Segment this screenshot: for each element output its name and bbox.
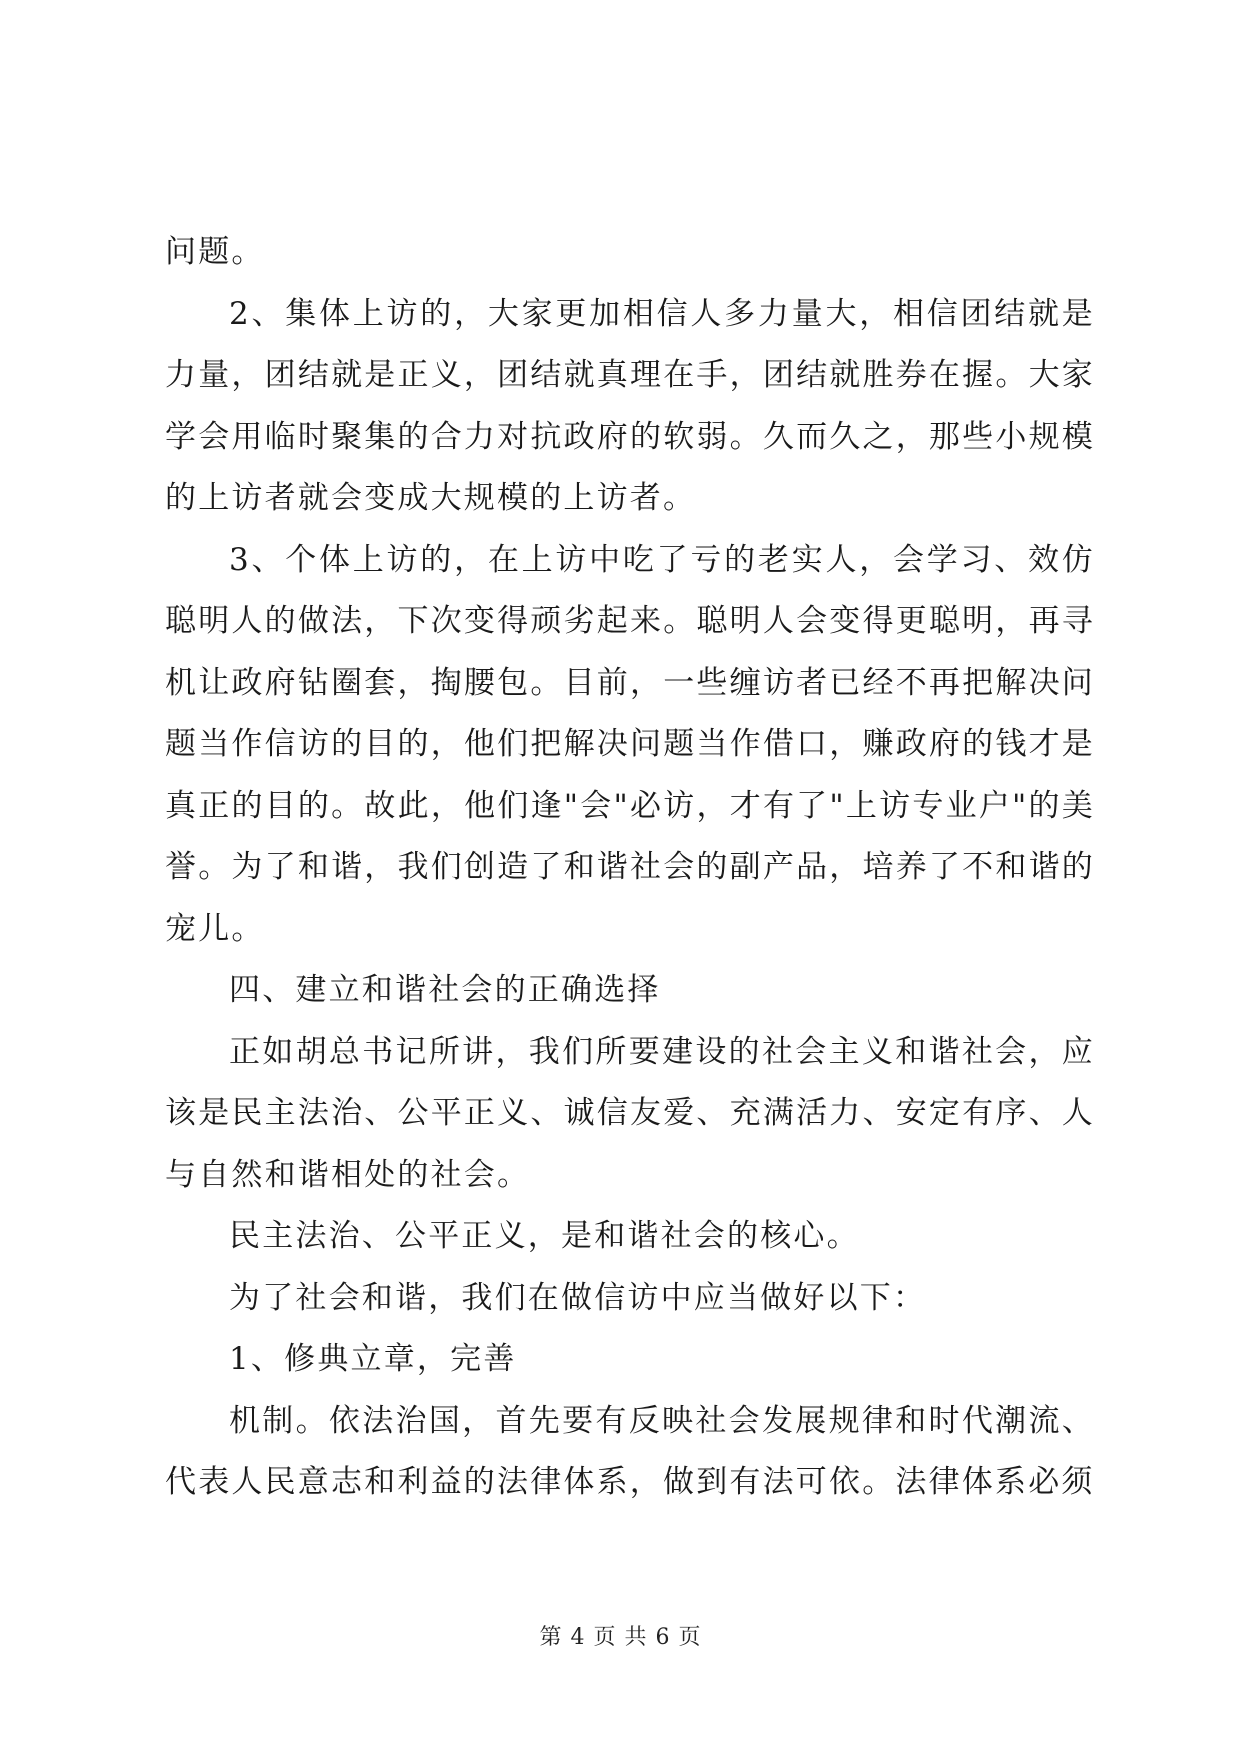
paragraph-4: 正如胡总书记所讲，我们所要建设的社会主义和谐社会，应该是民主法治、公平正义、诚信友爱、充满活力、安定有序、人与自然和谐相处的社会。 <box>165 1033 1095 1193</box>
paragraph-6: 为了社会和谐，我们在做信访中应当做好以下： <box>229 1279 927 1316</box>
paragraph-5: 民主法治、公平正义，是和谐社会的核心。 <box>229 1218 860 1254</box>
section-heading: 四、建立和谐社会的正确选择 <box>229 972 661 1008</box>
paragraph-3: 3、个体上访的，在上访中吃了亏的老实人，会学习、效仿聪明人的做法，下次变得顽劣起来。聪明人会变得更聪明，再寻机让政府钻圈套，掏腰包。目前，一些缠访者已经不再把解决问题当作信访的目的，他们把解决问题当作借口，赚政府的钱才是真正的目的。故此，他们逢"会"必访，才有了"上访专业户"的美誉。为了和谐，我们创造了和谐社会的副产品，培养了不和谐的宠儿。 <box>165 541 1095 947</box>
document-body <box>165 222 1095 1514</box>
paragraph-7: 1、修典立章，完善 <box>229 1341 517 1377</box>
paragraph-2: 2、集体上访的，大家更加相信人多力量大，相信团结就是力量，团结就是正义，团结就真理在手，团结就胜券在握。大家学会用临时聚集的合力对抗政府的软弱。久而久之，那些小规模的上访者就会变成大规模的上访者。 <box>165 295 1095 516</box>
page-number-footer: 第 4 页 共 6 页 <box>539 1625 702 1650</box>
paragraph-1: 问题。 <box>165 234 265 270</box>
paragraph-8: 机制。依法治国，首先要有反映社会发展规律和时代潮流、代表人民意志和利益的法律体系，做到有法可依。法律体系必须 <box>165 1402 1095 1500</box>
